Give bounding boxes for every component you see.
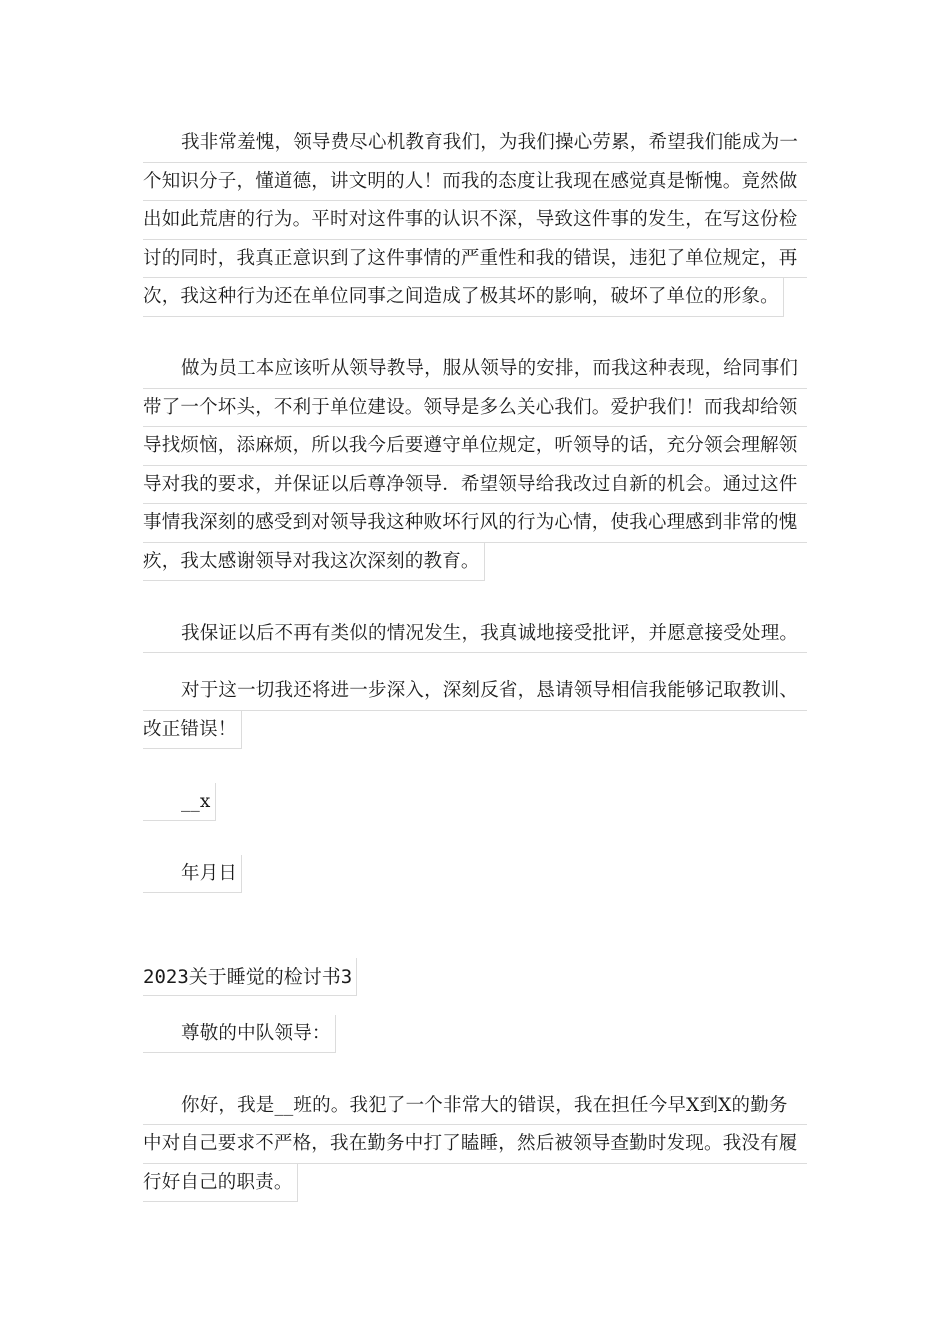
text-line: 讨的同时，我真正意识到了这件事情的严重性和我的错误，违犯了单位规定，再 — [143, 240, 807, 279]
text-line: 事情我深刻的感受到对领导我这种败坏行风的行为心情，使我心理感到非常的愧 — [143, 504, 807, 543]
text-line: 带了一个坏头，不利于单位建设。领导是多么关心我们。爱护我们！而我却给领 — [143, 389, 807, 428]
text-line: 你好，我是__班的。我犯了一个非常大的错误，我在担任今早X到X的勤务 — [143, 1087, 807, 1126]
text-line: 我非常羞愧，领导费尽心机教育我们，为我们操心劳累，希望我们能成为一 — [143, 124, 807, 163]
paragraph-5 — [143, 1087, 807, 1217]
text-line: 疚，我太感谢领导对我这次深刻的教育。 — [143, 543, 485, 582]
paragraph-3 — [143, 615, 807, 654]
signature: __x — [143, 783, 216, 822]
salutation: 尊敬的中队领导： — [143, 1015, 336, 1054]
paragraph-4 — [143, 672, 807, 764]
text-line: 次，我这种行为还在单位同事之间造成了极其坏的影响，破坏了单位的形象。 — [143, 278, 784, 317]
paragraph-1 — [143, 124, 807, 331]
salutation-block — [143, 1015, 807, 1068]
text-line: 改正错误！ — [143, 711, 242, 750]
heading-text: 2023关于睡觉的检讨书3 — [143, 958, 357, 996]
paragraph-2 — [143, 350, 807, 596]
text-line: 出如此荒唐的行为。平时对这件事的认识不深，导致这件事的发生，在写这份检 — [143, 201, 807, 240]
date-line: 年月日 — [143, 855, 242, 894]
document-page — [143, 124, 807, 1236]
text-line: 中对自己要求不严格，我在勤务中打了瞌睡，然后被领导查勤时发现。我没有履 — [143, 1125, 807, 1164]
text-line: 行好自己的职责。 — [143, 1164, 298, 1203]
text-line: 做为员工本应该听从领导教导，服从领导的安排，而我这种表现，给同事们 — [143, 350, 807, 389]
text-line: 对于这一切我还将进一步深入，深刻反省，恳请领导相信我能够记取教训、 — [143, 672, 807, 711]
text-line: 我保证以后不再有类似的情况发生，我真诚地接受批评，并愿意接受处理。 — [143, 615, 807, 654]
signature-block — [143, 783, 807, 836]
text-line: 导找烦恼，添麻烦，所以我今后要遵守单位规定，听领导的话，充分领会理解领 — [143, 427, 807, 466]
text-line: 个知识分子，懂道德，讲文明的人！而我的态度让我现在感觉真是惭愧。竟然做 — [143, 163, 807, 202]
section-heading — [143, 958, 807, 996]
text-line: 导对我的要求，并保证以后尊净领导．希望领导给我改过自新的机会。通过这件 — [143, 466, 807, 505]
date-block — [143, 855, 807, 908]
